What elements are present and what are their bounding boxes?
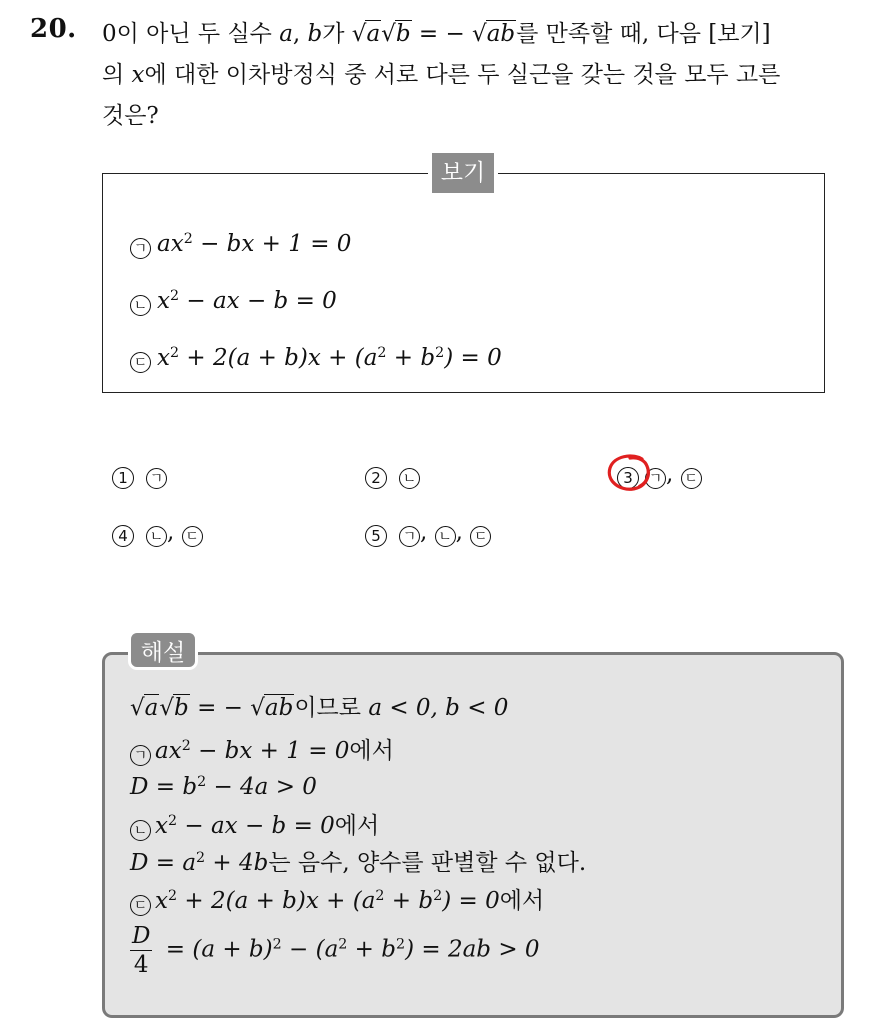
expr: x — [155, 812, 168, 839]
expr: ) = 0 — [444, 344, 502, 371]
choice-4[interactable]: 4 ㄴ , ㄷ — [112, 516, 203, 548]
expr: + 2(a + b)x + (a — [179, 344, 378, 371]
circled-marker: ㄱ — [146, 468, 167, 489]
solution-line-6 — [130, 880, 544, 917]
radicand: ab — [486, 21, 516, 47]
radicand: a — [144, 695, 159, 721]
choice-1[interactable] — [112, 458, 167, 490]
expr: ax — [155, 737, 182, 764]
solution-line-5 — [130, 842, 586, 879]
solution-line-4 — [130, 805, 379, 842]
expr: + 2(a + b)x + (a — [177, 887, 376, 914]
comma: , — [292, 21, 308, 47]
equals-minus: = − — [411, 21, 473, 47]
circled-marker: ㄷ — [470, 526, 491, 547]
radicand: ab — [264, 695, 294, 721]
solution-label: 해설 — [128, 630, 198, 670]
solution-line-1 — [130, 692, 508, 724]
expr: + b — [347, 936, 396, 963]
circled-marker: ㄱ — [130, 745, 151, 766]
expr: − ax − b = 0 — [179, 287, 337, 314]
question-text-part: 의 — [102, 62, 132, 88]
radicand: b — [174, 695, 189, 721]
choice-number: 4 — [112, 525, 134, 547]
exponent: 2 — [375, 888, 385, 904]
expr: = (a + b) — [158, 936, 273, 963]
expr: ax — [157, 230, 184, 257]
sqrt-ab: √ab — [250, 695, 294, 721]
fraction-denominator: 4 — [133, 952, 149, 978]
equals-minus: = − — [189, 695, 251, 721]
circled-marker: ㄷ — [182, 526, 203, 547]
question-text — [102, 14, 872, 137]
solution-line-3 — [130, 766, 317, 803]
exponent: 2 — [272, 936, 282, 953]
expr: D = b — [130, 773, 198, 800]
question-text-part: 를 만족할 때, 다음 [보기] — [516, 21, 771, 47]
exponent: 2 — [196, 850, 206, 866]
var-x: x — [131, 62, 145, 88]
var-a: a — [279, 21, 293, 47]
choice-3[interactable]: 3 ㄱ , ㄷ — [617, 458, 702, 490]
choice-number: 5 — [365, 525, 387, 547]
expr: + b — [384, 887, 434, 914]
solution-text: 에서 — [349, 737, 394, 764]
radicand: a — [366, 21, 381, 47]
exponent: 2 — [183, 231, 193, 247]
choice-2[interactable] — [365, 458, 420, 490]
question-line-3: 것은? — [102, 103, 159, 129]
choice-number: 3 — [617, 467, 639, 489]
bogi-item-3 — [130, 337, 502, 374]
question-text-part: 0이 아닌 두 실수 — [102, 21, 280, 47]
condition: a < 0, b < 0 — [368, 695, 509, 721]
expr: ) = 0 — [442, 887, 500, 914]
circled-marker: ㄷ — [681, 468, 702, 489]
expr: x — [157, 344, 170, 371]
expr: x — [155, 887, 168, 914]
red-answer-mark-icon — [606, 453, 652, 493]
expr: − bx + 1 = 0 — [192, 230, 352, 257]
exponent: 2 — [167, 813, 178, 829]
problem-number: 20. — [30, 14, 77, 44]
question-line-2 — [102, 55, 872, 96]
exponent: 2 — [167, 888, 178, 904]
circled-marker: ㄴ — [399, 468, 420, 489]
expr: D = a — [130, 849, 197, 876]
expr: + b — [386, 344, 436, 371]
sqrt-a: √a — [130, 695, 159, 721]
sqrt-b: √b — [381, 21, 411, 47]
question-line-1 — [102, 14, 872, 55]
fraction-d-over-4 — [130, 922, 152, 979]
solution-line-2 — [130, 730, 394, 767]
bogi-label: 보기 — [428, 153, 498, 193]
circled-marker: ㄷ — [130, 895, 151, 916]
sqrt-a: √a — [351, 21, 381, 47]
expr: ) = 2ab > 0 — [405, 936, 540, 963]
solution-text: 는 음수, 양수를 판별할 수 없다. — [268, 849, 587, 876]
sqrt-b: √b — [159, 695, 189, 721]
choice-number: 1 — [112, 467, 134, 489]
exponent: 2 — [338, 936, 348, 953]
circled-marker: ㄱ — [130, 238, 151, 259]
exponent: 2 — [435, 345, 445, 361]
exponent: 2 — [181, 738, 191, 754]
circled-marker: ㄴ — [146, 526, 167, 547]
exponent: 2 — [377, 345, 387, 361]
bogi-item-1 — [130, 223, 351, 260]
fraction-numerator: D — [132, 923, 151, 949]
solution-line-7 — [130, 922, 540, 979]
choice-5[interactable]: 5 ㄱ , ㄴ , ㄷ — [365, 516, 491, 548]
expr: − (a — [281, 936, 339, 963]
question-text-part: 에 대한 이차방정식 중 서로 다른 두 실근을 갖는 것을 모두 고른 — [144, 62, 781, 88]
expr: − ax − b = 0 — [177, 812, 335, 839]
sqrt-ab: √ab — [472, 21, 516, 47]
exponent: 2 — [169, 345, 180, 361]
solution-text: 에서 — [499, 887, 545, 914]
exponent: 2 — [197, 774, 207, 790]
choice-number: 2 — [365, 467, 387, 489]
solution-text: 이므로 — [294, 695, 369, 721]
radicand: b — [395, 21, 411, 47]
bogi-item-2 — [130, 280, 337, 317]
exponent: 2 — [433, 888, 443, 904]
var-b: b — [307, 21, 323, 47]
circled-marker: ㄱ — [645, 468, 666, 489]
question-text-part: 가 — [322, 21, 352, 47]
circled-marker: ㄱ — [399, 526, 420, 547]
expr: − 4a > 0 — [206, 773, 317, 800]
solution-text: 에서 — [334, 812, 380, 839]
expr: x — [157, 287, 170, 314]
circled-marker: ㄷ — [130, 352, 151, 373]
circled-marker: ㄴ — [130, 295, 151, 316]
expr: + 4b — [205, 849, 269, 876]
expr: − bx + 1 = 0 — [190, 737, 350, 764]
exponent: 2 — [396, 936, 406, 953]
exponent: 2 — [169, 288, 180, 304]
circled-marker: ㄴ — [130, 820, 151, 841]
circled-marker: ㄴ — [435, 526, 456, 547]
